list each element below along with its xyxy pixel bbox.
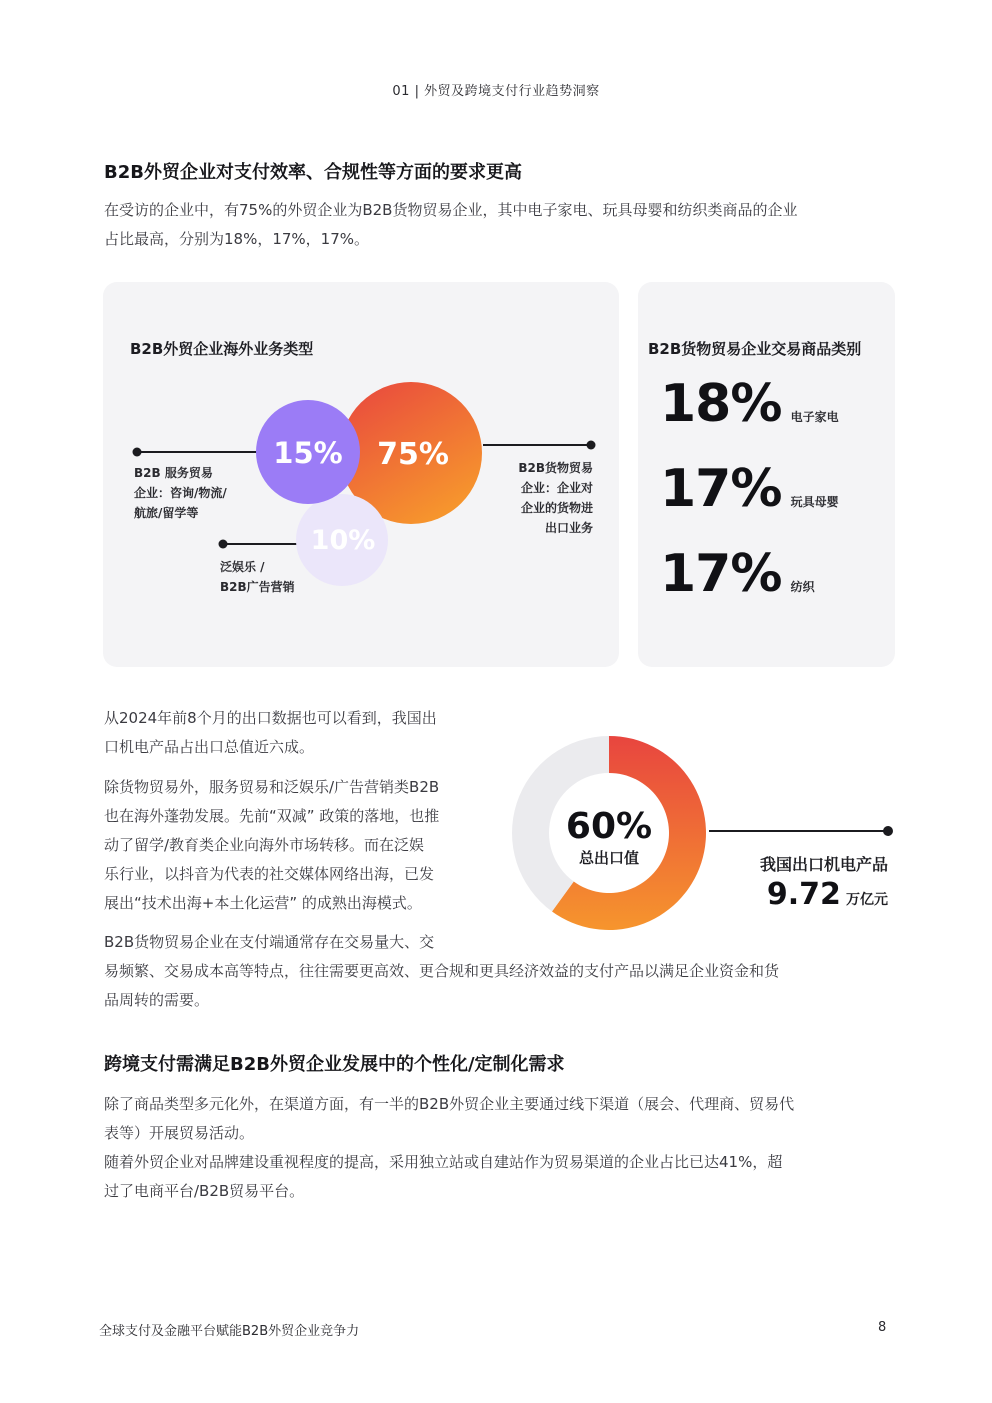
bubble-value-15: 15% (273, 436, 343, 470)
paragraph-line: B2B货物贸易企业在支付端通常存在交易量大、交 (104, 933, 435, 951)
service-paragraph (104, 773, 504, 918)
footer-title: 全球支付及金融平台赋能B2B外贸企业竞争力 (99, 1324, 360, 1339)
donut-center-value: 60% (565, 806, 653, 847)
paragraph-line: 从2024年前8个月的出口数据也可以看到，我国出 (104, 709, 437, 727)
category-label: 电子家电 (790, 410, 839, 424)
export-donut-chart (505, 725, 905, 945)
paragraph-line: 展出“技术出海+本土化运营” 的成熟出海模式。 (104, 894, 422, 912)
bubble-value-10: 10% (310, 525, 376, 556)
goods-connector-dot (587, 441, 596, 450)
export-paragraph (104, 704, 504, 762)
categories-card (638, 282, 895, 667)
service-connector-dot (133, 448, 142, 457)
paragraph-line: 品周转的需要。 (104, 991, 210, 1009)
annotation-unit: 万亿元 (846, 892, 888, 908)
paragraph-line: 也在海外蓬勃发展。先前“双减” 政策的落地，也推 (104, 807, 440, 825)
label-line: 航旅/留学等 (134, 506, 199, 520)
label-line: 企业的货物进 (520, 501, 593, 515)
bubble-value-75: 75% (377, 437, 449, 472)
category-label: 玩具母婴 (790, 495, 839, 509)
category-item (660, 459, 839, 519)
label-line: 出口业务 (544, 521, 593, 535)
paragraph-line: 易频繁、交易成本高等特点，往往需要更高效、更合规和更具经济效益的支付产品以满足企业资金和货 (104, 962, 780, 980)
annotation-value: 9.72 (766, 877, 841, 912)
goods-label (483, 458, 593, 538)
donut-center-label: 总出口值 (578, 849, 640, 867)
annotation-label: 我国出口机电产品 (759, 855, 888, 874)
category-percent: 18% (660, 374, 782, 434)
paragraph-line: 表等）开展贸易活动。 (104, 1124, 255, 1142)
paragraph-line: 动了留学/教育类企业向海外市场转移。而在泛娱 (104, 836, 425, 854)
label-line: B2B广告营销 (220, 580, 295, 594)
label-line: 泛娱乐 / (220, 560, 265, 574)
paragraph-line: 乐行业，以抖音为代表的社交媒体网络出海，已发 (104, 865, 435, 883)
category-label: 纺织 (790, 580, 815, 594)
intro-paragraph (104, 196, 924, 254)
category-item (660, 544, 815, 604)
paragraph-line: 口机电产品占出口总值近六成。 (104, 738, 315, 756)
label-line: 企业：咨询/物流/ (134, 486, 227, 500)
service-label (134, 463, 227, 523)
paragraph-line: 除货物贸易外，服务贸易和泛娱乐/广告营销类B2B (104, 778, 440, 796)
entertainment-label (220, 557, 295, 597)
paragraph-line: 随着外贸企业对品牌建设重视程度的提高，采用独立站或自建站作为贸易渠道的企业占比已达41%，超 (104, 1153, 783, 1171)
category-percent: 17% (660, 459, 782, 519)
donut-annotation (700, 852, 888, 912)
paragraph-line: 过了电商平台/B2B贸易平台。 (104, 1182, 305, 1200)
section-heading-2: 跨境支付需满足B2B外贸企业发展中的个性化/定制化需求 (104, 1054, 565, 1075)
paragraph-line: 除了商品类型多元化外，在渠道方面，有一半的B2B外贸企业主要通过线下渠道（展会、代理商、贸易代 (104, 1095, 795, 1113)
category-percent: 17% (660, 544, 782, 604)
section-heading-1: B2B外贸企业对支付效率、合规性等方面的要求更高 (104, 162, 522, 183)
label-line: B2B 服务贸易 (134, 466, 213, 480)
card-title: B2B外贸企业海外业务类型 (130, 340, 314, 358)
donut-connector-dot (883, 826, 893, 836)
label-line: B2B货物贸易 (518, 461, 593, 475)
page-number: 8 (878, 1320, 887, 1335)
paragraph-line: 在受访的企业中，有75%的外贸企业为B2B货物贸易企业，其中电子家电、玩具母婴和纺织类商品的企业 (104, 201, 798, 219)
channels-paragraph (104, 1090, 924, 1206)
label-line: 企业：企业对 (520, 481, 593, 495)
business-types-card (103, 282, 619, 667)
section-header: 01 | 外贸及跨境支付行业趋势洞察 (392, 84, 600, 99)
card-title: B2B货物贸易企业交易商品类别 (648, 340, 862, 358)
category-item (660, 374, 839, 434)
paragraph-line: 占比最高，分别为18%，17%，17%。 (104, 230, 370, 248)
entertainment-connector-dot (219, 540, 228, 549)
